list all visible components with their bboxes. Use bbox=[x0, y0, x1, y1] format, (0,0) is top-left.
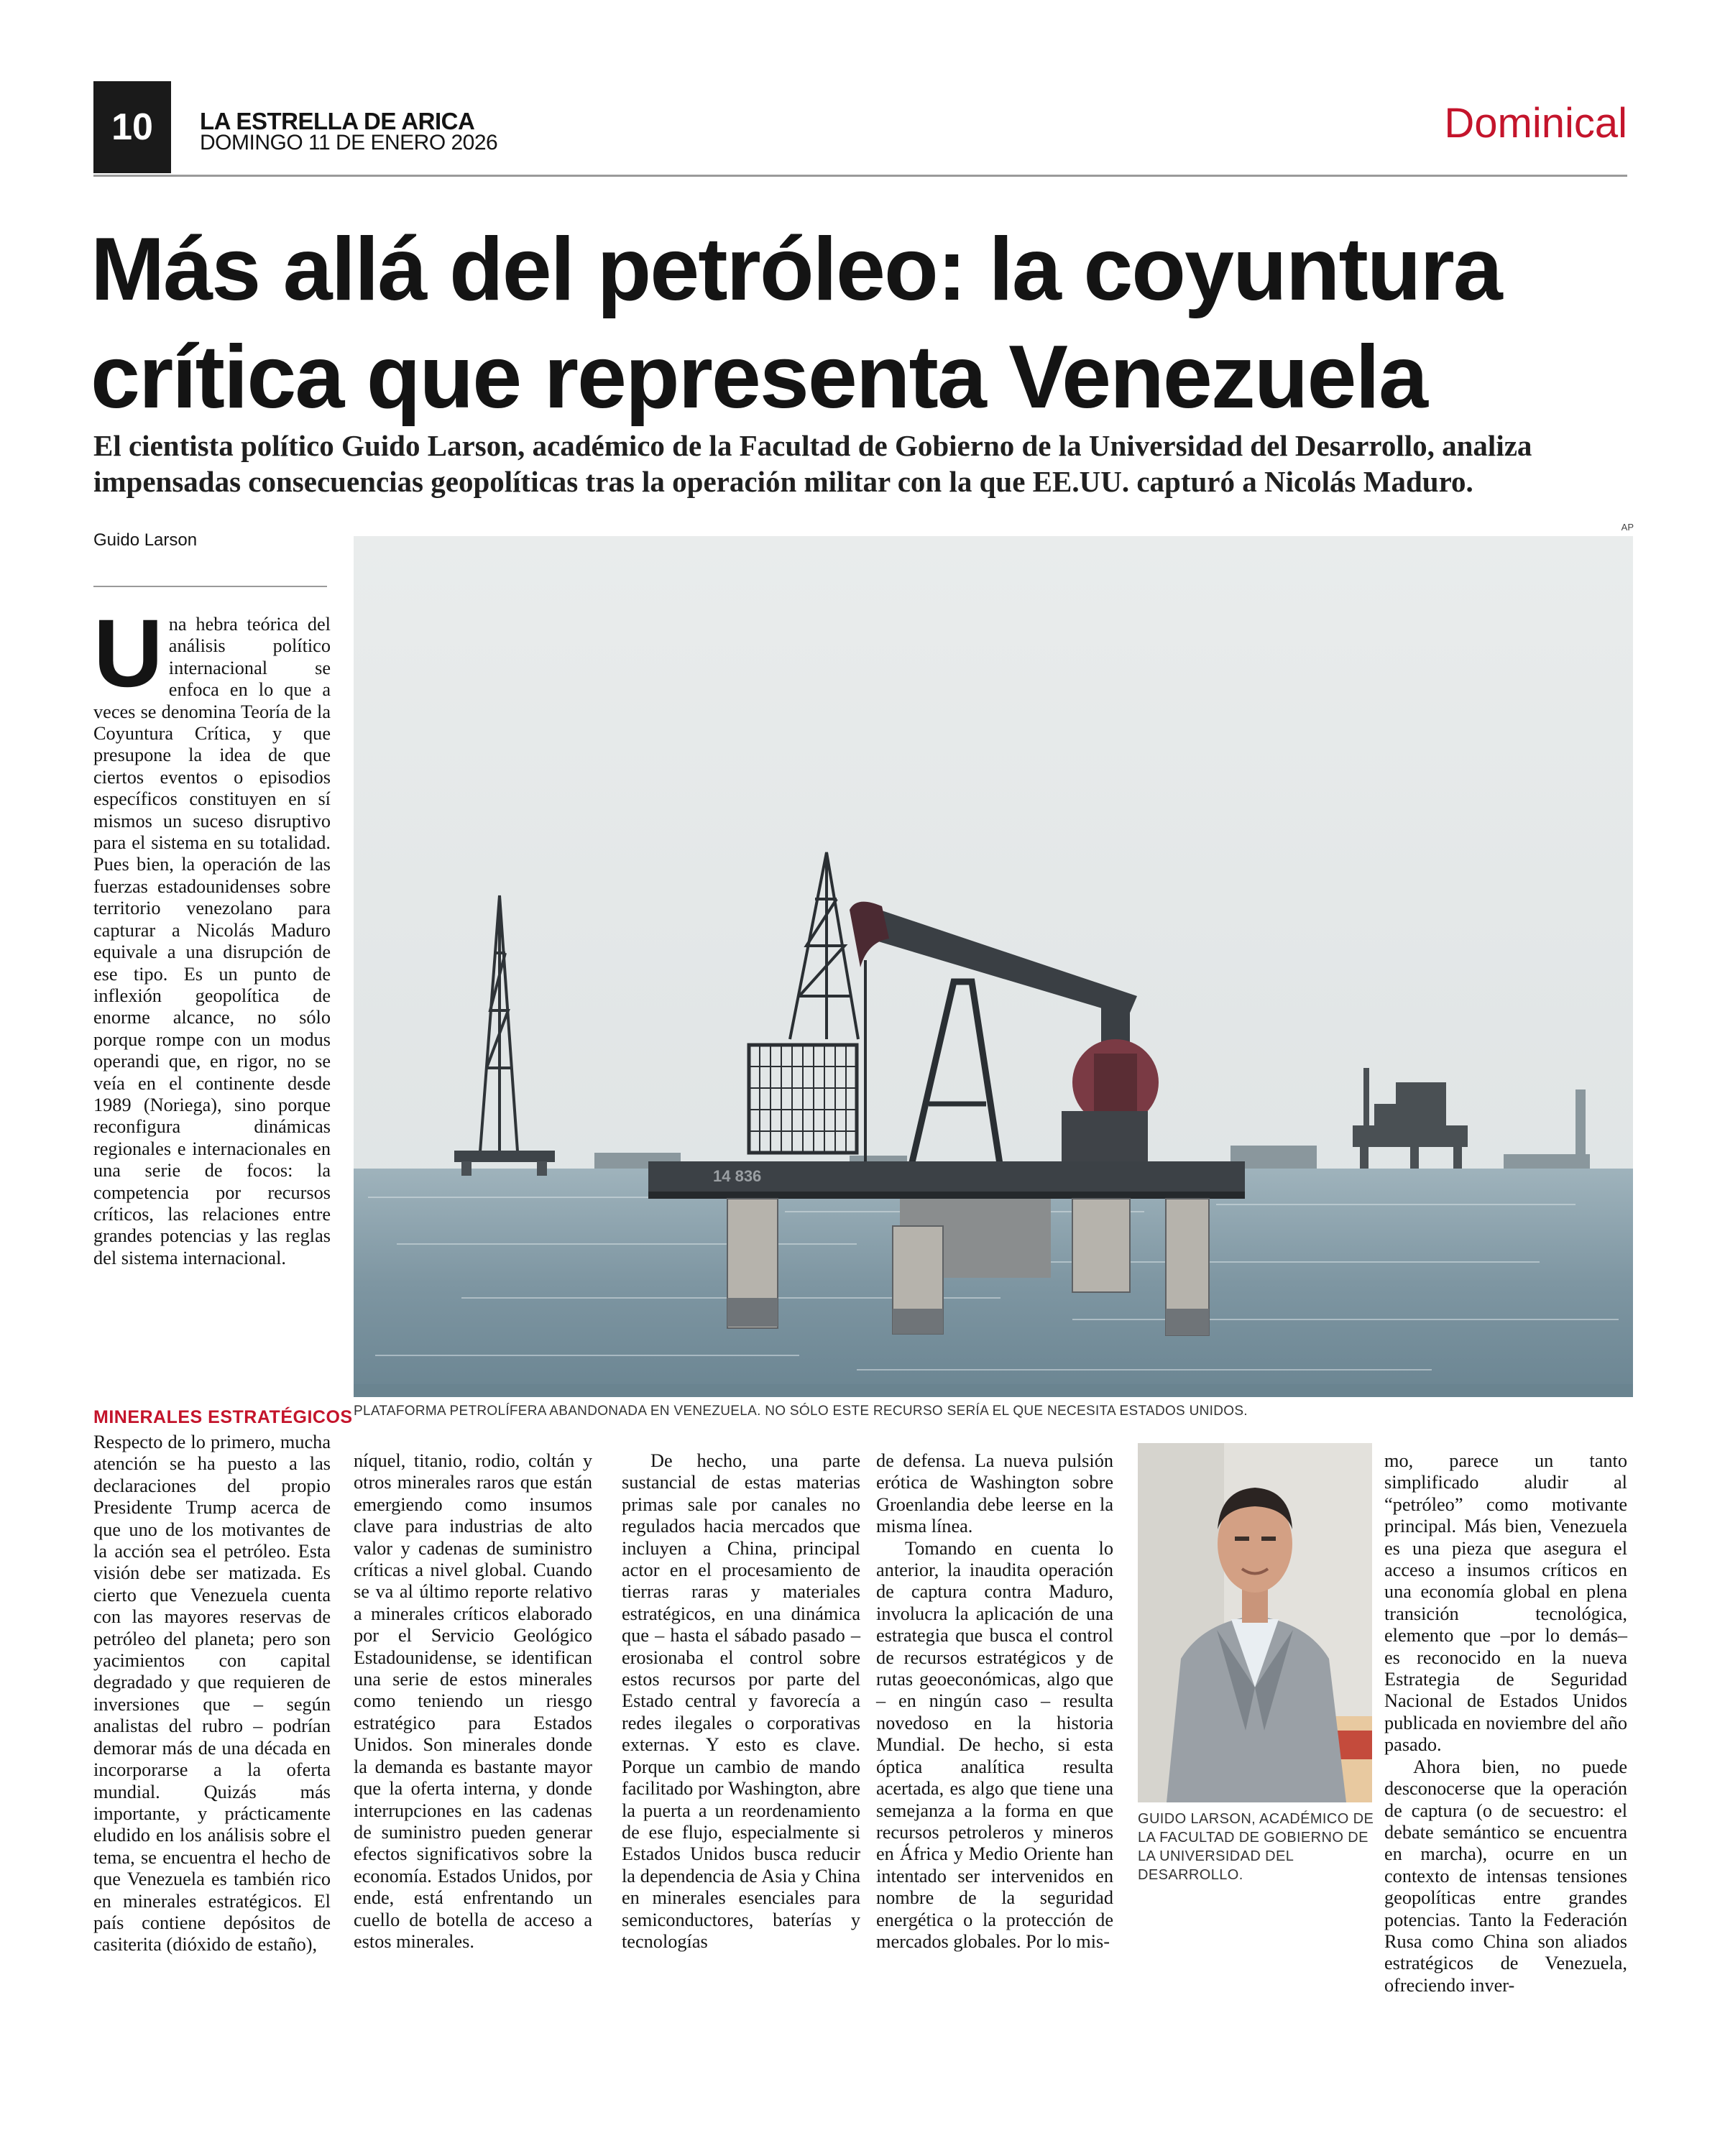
author-photo-caption: GUIDO LARSON, ACADÉMICO DE LA FACULTAD DE GOBIERNO DE LA UNIVERSIDAD DEL DESARROLLO. bbox=[1138, 1811, 1374, 1883]
photo-credit: AP bbox=[1621, 522, 1634, 533]
article-column-2 bbox=[354, 1450, 592, 1953]
subheadline-line: impensadas consecuencias geopolíticas tras la operación militar con la que EE.UU. capturó a Nicolás Maduro. bbox=[93, 465, 1473, 498]
byline-rule bbox=[93, 586, 327, 587]
headline bbox=[91, 216, 1636, 431]
platform-marking: 14 836 bbox=[713, 1167, 762, 1185]
article-paragraph: Tomando en cuenta lo anterior, la inaudita operación de captura contra Maduro, involucra la aplicación de una estrategia que busca el control de recursos estratégicos y de rutas geoeconómicas, algo que – en ningún caso – resulta novedoso en la historia Mundial. De hecho, si esta óptica analítica resulta acertada, es algo que tiene una semejanza a la forma en que recursos petroleros y mineros en África y Medio Oriente han intentado ser intervenidos en nombre de la seguridad energética o la protección de mercados globales. Por lo mis- bbox=[876, 1537, 1113, 1952]
article-column-1 bbox=[93, 600, 331, 1269]
byline: Guido Larson bbox=[93, 530, 198, 550]
headline-line: crítica que representa Venezuela bbox=[91, 328, 1427, 427]
subheadline-line: El cientista político Guido Larson, académico de la Facultad de Gobierno de la Universidad del Desarrollo, analiza bbox=[93, 429, 1532, 462]
subheadline bbox=[93, 428, 1632, 499]
subsection-heading: MINERALES ESTRATÉGICOS bbox=[93, 1407, 353, 1427]
article-paragraph: mo, parece un tanto simplificado aludir al “petróleo” como motivante principal. Más bien, Venezuela es una pieza que asegura el acceso a insumos críticos en una economía global en plena transición tecnológica, elemento que –por lo demás– es reconocido en la nueva Estrategia de Seguridad Nacional de Estados Unidos publicada en noviembre del año pasado. bbox=[1384, 1450, 1627, 1756]
article-paragraph: Ahora bien, no puede desconocerse que la operación de captura (o de secuestro: el debate semántico se encuentra en marcha), ocurre en un contexto de intensas tensiones geopolíticas entre grandes potencias. Tanto la Federación Rusa como China son aliados estratégicos de Venezuela, ofreciendo inver- bbox=[1384, 1756, 1627, 1996]
main-photo-oil-platform bbox=[354, 536, 1633, 1397]
publication-date: DOMINGO 11 DE ENERO 2026 bbox=[200, 131, 498, 155]
article-paragraph: níquel, titanio, rodio, coltán y otros minerales raros que están emergiendo como insumos clave para industrias de alto valor y cadenas de suministro críticas a nivel global. Cuando se va al último reporte relativo a minerales críticos elaborado por el Servicio Geológico Estadounidense, se identifican una serie de estos minerales como teniendo un riesgo estratégico para Estados Unidos. Son minerales donde la demanda es bastante mayor que la oferta interna, y donde interrupciones en las cadenas de suministro pueden generar efectos significativos sobre la economía. Estados Unidos, por ende, está enfrentando un cuello de botella de acceso a estos minerales. bbox=[354, 1450, 592, 1952]
paragraph-text: na hebra teórica del análisis político internacional se enfoca en lo que a veces se denomina Teoría de la Coyuntura Crítica, y que presupone la idea de que ciertos eventos o episodios específicos constituyen en sí mismos un suceso disruptivo para el sistema en su totalidad. Pues bien, la operación de las fuerzas estadounidenses sobre territorio venezolano para capturar a Nicolás Maduro equivale a una disrupción de ese tipo. Es un punto de inflexión geopolítica de enorme alcance, no sólo porque rompe con un modus operandi que, en rigor, no se veía en el continente desde 1989 (Noriega), sino porque reconfigura dinámicas regionales e internacionales en una serie de focos: la competencia por recursos críticos, las relaciones entre grandes potencias y las reglas del sistema internacional. bbox=[93, 614, 331, 1268]
page-number: 10 bbox=[93, 81, 171, 173]
article-paragraph: Respecto de lo primero, mucha atención se ha puesto a las declaraciones del propio Presidente Trump acerca de que uno de los motivantes de la acción sea el petróleo. Esta visión debe ser matizada. Es cierto que Venezuela cuenta con las mayores reservas de petróleo del planeta; pero son yacimientos con capital degradado y que requieren de inversiones que – según analistas del rubro – podrían demorar más de una década en incorporarse a la oferta mundial. Quizás más importante, y prácticamente eludido en los análisis sobre el tema, se encuentra el hecho de que Venezuela es también rico en minerales estratégicos. El país contiene depósitos de casiterita (dióxido de estaño), bbox=[93, 1432, 331, 1955]
article-column-4 bbox=[876, 1450, 1113, 1953]
headline-line: Más allá del petróleo: la coyuntura bbox=[91, 220, 1501, 319]
header-rule bbox=[93, 175, 1627, 177]
author-portrait-photo bbox=[1138, 1443, 1372, 1802]
publication-name: LA ESTRELLA DE ARICA bbox=[200, 108, 475, 134]
article-paragraph: de defensa. La nueva pulsión erótica de Washington sobre Groenlandia debe leerse en la misma línea. bbox=[876, 1450, 1113, 1537]
article-column-5 bbox=[1384, 1450, 1627, 1996]
article-column-3 bbox=[622, 1450, 860, 1953]
main-photo-caption: PLATAFORMA PETROLÍFERA ABANDONADA EN VENEZUELA. NO SÓLO ESTE RECURSO SERÍA EL QUE NECESITA ESTADOS UNIDOS. bbox=[354, 1404, 1248, 1419]
article-paragraph: De hecho, una parte sustancial de estas materias primas sale por canales no regulados hacia mercados que incluyen a China, principal actor en el procesamiento de tierras raras y materiales estratégicos, en una dinámica que – hasta el sábado pasado – erosionaba el control sobre estos recursos por parte del Estado central y favorecía a redes ilegales o corporativas externas. Y esto es clave. Porque un cambio de mando facilitado por Washington, abre la puerta a un reordenamiento de ese flujo, especialmente si Estados Unidos busca reducir la dependencia de Asia y China en minerales esenciales para semiconductores, baterías y tecnologías bbox=[622, 1450, 860, 1952]
drop-cap: U bbox=[93, 600, 163, 707]
article-paragraph bbox=[93, 600, 331, 1269]
section-label: Dominical bbox=[1444, 100, 1627, 147]
article-column-1-continued bbox=[93, 1432, 331, 1956]
